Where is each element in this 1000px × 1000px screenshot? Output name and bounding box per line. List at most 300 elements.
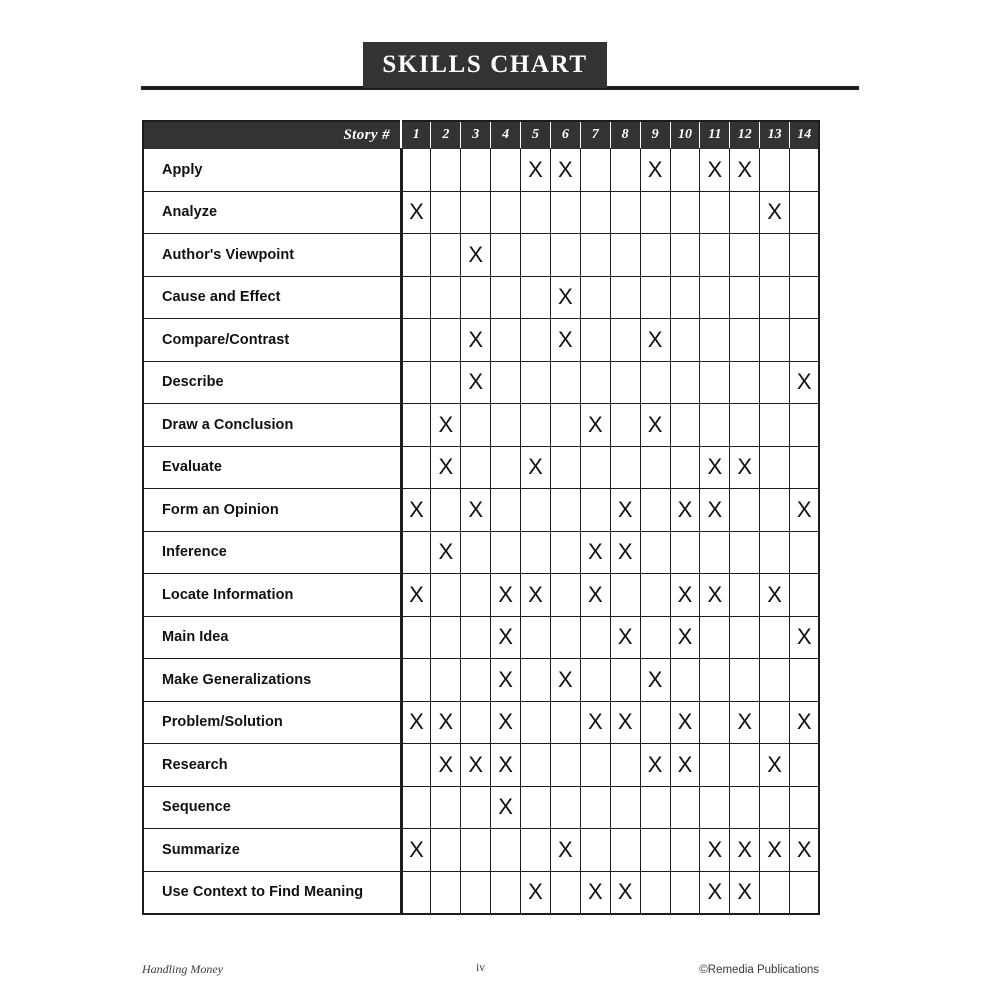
- skill-mark-empty[interactable]: [401, 786, 431, 829]
- skill-mark-checked[interactable]: X: [580, 701, 610, 744]
- skill-mark-empty[interactable]: [760, 361, 790, 404]
- skill-mark-empty[interactable]: [401, 616, 431, 659]
- skill-mark-empty[interactable]: [640, 701, 670, 744]
- skill-mark-checked[interactable]: X: [461, 319, 491, 362]
- skill-mark-empty[interactable]: [700, 191, 730, 234]
- skill-mark-checked[interactable]: X: [700, 829, 730, 872]
- skill-mark-empty[interactable]: [431, 234, 461, 277]
- skill-mark-empty[interactable]: [790, 786, 820, 829]
- skill-mark-empty[interactable]: [550, 531, 580, 574]
- skill-mark-empty[interactable]: [491, 191, 521, 234]
- story-number-header-13[interactable]: 13: [760, 121, 790, 149]
- skill-mark-empty[interactable]: [580, 276, 610, 319]
- story-number-header-10[interactable]: 10: [670, 121, 700, 149]
- story-number-header-2[interactable]: 2: [431, 121, 461, 149]
- skill-mark-empty[interactable]: [760, 701, 790, 744]
- skill-mark-checked[interactable]: X: [610, 489, 640, 532]
- skill-mark-empty[interactable]: [790, 446, 820, 489]
- skill-mark-empty[interactable]: [401, 276, 431, 319]
- skill-mark-checked[interactable]: X: [700, 149, 730, 192]
- skill-mark-checked[interactable]: X: [670, 701, 700, 744]
- skill-mark-empty[interactable]: [730, 234, 760, 277]
- skill-mark-checked[interactable]: X: [700, 871, 730, 914]
- skill-mark-empty[interactable]: [790, 191, 820, 234]
- skill-mark-empty[interactable]: [640, 361, 670, 404]
- skill-label: Evaluate: [143, 446, 401, 489]
- skill-mark-checked[interactable]: X: [431, 404, 461, 447]
- skill-mark-empty[interactable]: [790, 659, 820, 702]
- skill-mark-empty[interactable]: [491, 446, 521, 489]
- skill-mark-empty[interactable]: [760, 871, 790, 914]
- table-row: [143, 829, 819, 872]
- skill-mark-checked[interactable]: X: [760, 829, 790, 872]
- skill-mark-checked[interactable]: X: [790, 701, 820, 744]
- skill-mark-empty[interactable]: [730, 531, 760, 574]
- skill-mark-empty[interactable]: [640, 191, 670, 234]
- skill-mark-checked[interactable]: X: [431, 531, 461, 574]
- skill-mark-empty[interactable]: [760, 404, 790, 447]
- skill-mark-empty[interactable]: [580, 829, 610, 872]
- skill-mark-empty[interactable]: [431, 616, 461, 659]
- table-row: [143, 276, 819, 319]
- skill-mark-empty[interactable]: [431, 149, 461, 192]
- skill-mark-empty[interactable]: [670, 319, 700, 362]
- skill-mark-empty[interactable]: [610, 659, 640, 702]
- skill-mark-empty[interactable]: [640, 829, 670, 872]
- skill-mark-empty[interactable]: [610, 149, 640, 192]
- skill-mark-empty[interactable]: [550, 574, 580, 617]
- story-number-header-9[interactable]: 9: [640, 121, 670, 149]
- skill-mark-empty[interactable]: [610, 276, 640, 319]
- skill-mark-empty[interactable]: [700, 276, 730, 319]
- skill-mark-checked[interactable]: X: [610, 616, 640, 659]
- skill-mark-checked[interactable]: X: [401, 701, 431, 744]
- skill-mark-empty[interactable]: [461, 531, 491, 574]
- skill-mark-checked[interactable]: X: [790, 489, 820, 532]
- skill-mark-empty[interactable]: [760, 149, 790, 192]
- skill-mark-empty[interactable]: [491, 361, 521, 404]
- skill-mark-empty[interactable]: [521, 829, 551, 872]
- skill-mark-empty[interactable]: [401, 744, 431, 787]
- skill-mark-checked[interactable]: X: [401, 191, 431, 234]
- skill-mark-empty[interactable]: [521, 659, 551, 702]
- footer-book-title: Handling Money: [142, 962, 223, 976]
- skill-mark-checked[interactable]: X: [670, 616, 700, 659]
- skill-mark-checked[interactable]: X: [431, 744, 461, 787]
- skill-label: Describe: [143, 361, 401, 404]
- skill-mark-checked[interactable]: X: [640, 319, 670, 362]
- skill-mark-checked[interactable]: X: [640, 404, 670, 447]
- skill-mark-empty[interactable]: [580, 446, 610, 489]
- skill-mark-checked[interactable]: X: [730, 701, 760, 744]
- skill-mark-empty[interactable]: [760, 659, 790, 702]
- skill-mark-empty[interactable]: [730, 489, 760, 532]
- skill-mark-checked[interactable]: X: [610, 531, 640, 574]
- skill-mark-empty[interactable]: [401, 659, 431, 702]
- table-row: [143, 404, 819, 447]
- skill-mark-checked[interactable]: X: [461, 234, 491, 277]
- skill-mark-empty[interactable]: [730, 361, 760, 404]
- skill-mark-empty[interactable]: [521, 234, 551, 277]
- skill-mark-empty[interactable]: [550, 744, 580, 787]
- skill-mark-empty[interactable]: [550, 701, 580, 744]
- skill-mark-checked[interactable]: X: [431, 446, 461, 489]
- skill-mark-checked[interactable]: X: [700, 446, 730, 489]
- skill-mark-empty[interactable]: [491, 234, 521, 277]
- skill-mark-checked[interactable]: X: [461, 744, 491, 787]
- skill-mark-empty[interactable]: [491, 404, 521, 447]
- skill-mark-empty[interactable]: [580, 786, 610, 829]
- skill-mark-checked[interactable]: X: [760, 191, 790, 234]
- story-number-header-8[interactable]: 8: [610, 121, 640, 149]
- skill-mark-empty[interactable]: [610, 361, 640, 404]
- skills-chart-container: [142, 120, 819, 915]
- skill-mark-empty[interactable]: [521, 191, 551, 234]
- skill-mark-empty[interactable]: [550, 191, 580, 234]
- skill-mark-empty[interactable]: [580, 489, 610, 532]
- skill-mark-empty[interactable]: [610, 319, 640, 362]
- skill-mark-empty[interactable]: [431, 191, 461, 234]
- skill-mark-empty[interactable]: [521, 744, 551, 787]
- skill-label: Make Generalizations: [143, 659, 401, 702]
- skill-mark-empty[interactable]: [670, 234, 700, 277]
- skill-mark-empty[interactable]: [760, 616, 790, 659]
- skill-mark-empty[interactable]: [640, 786, 670, 829]
- skill-mark-checked[interactable]: X: [730, 829, 760, 872]
- skill-mark-empty[interactable]: [670, 404, 700, 447]
- skill-mark-empty[interactable]: [760, 531, 790, 574]
- skill-mark-checked[interactable]: X: [521, 149, 551, 192]
- table-header: [143, 121, 819, 149]
- skill-mark-empty[interactable]: [670, 871, 700, 914]
- skill-mark-empty[interactable]: [401, 446, 431, 489]
- title-zone: [141, 42, 859, 94]
- skill-mark-empty[interactable]: [640, 574, 670, 617]
- skill-mark-empty[interactable]: [431, 574, 461, 617]
- skill-mark-checked[interactable]: X: [521, 871, 551, 914]
- story-number-header-7[interactable]: 7: [580, 121, 610, 149]
- skill-mark-checked[interactable]: X: [550, 829, 580, 872]
- skill-mark-empty[interactable]: [640, 276, 670, 319]
- skill-mark-empty[interactable]: [760, 489, 790, 532]
- skill-mark-empty[interactable]: [790, 276, 820, 319]
- story-number-header-label: Story #: [143, 121, 401, 149]
- skill-label: Apply: [143, 149, 401, 192]
- skill-mark-empty[interactable]: [790, 319, 820, 362]
- skill-mark-empty[interactable]: [461, 829, 491, 872]
- skill-mark-checked[interactable]: X: [491, 616, 521, 659]
- table-row: [143, 149, 819, 192]
- skill-mark-empty[interactable]: [401, 871, 431, 914]
- skill-mark-checked[interactable]: X: [730, 149, 760, 192]
- skill-mark-empty[interactable]: [700, 319, 730, 362]
- skill-mark-empty[interactable]: [760, 446, 790, 489]
- skill-mark-empty[interactable]: [670, 786, 700, 829]
- skill-mark-empty[interactable]: [521, 276, 551, 319]
- skill-mark-checked[interactable]: X: [401, 574, 431, 617]
- skill-mark-empty[interactable]: [401, 149, 431, 192]
- skill-mark-empty[interactable]: [670, 446, 700, 489]
- skill-mark-empty[interactable]: [521, 404, 551, 447]
- skill-mark-empty[interactable]: [790, 574, 820, 617]
- skill-mark-empty[interactable]: [431, 276, 461, 319]
- skill-mark-empty[interactable]: [521, 361, 551, 404]
- skill-mark-checked[interactable]: X: [790, 616, 820, 659]
- skill-mark-empty[interactable]: [700, 404, 730, 447]
- skill-mark-empty[interactable]: [550, 234, 580, 277]
- skill-mark-empty[interactable]: [431, 659, 461, 702]
- skill-mark-empty[interactable]: [760, 319, 790, 362]
- skill-mark-empty[interactable]: [431, 489, 461, 532]
- skill-mark-empty[interactable]: [431, 871, 461, 914]
- skill-mark-checked[interactable]: X: [640, 659, 670, 702]
- skill-mark-empty[interactable]: [580, 319, 610, 362]
- skill-mark-empty[interactable]: [521, 489, 551, 532]
- skill-mark-empty[interactable]: [461, 701, 491, 744]
- skill-mark-empty[interactable]: [730, 276, 760, 319]
- skill-label: Draw a Conclusion: [143, 404, 401, 447]
- skill-mark-empty[interactable]: [461, 191, 491, 234]
- skill-mark-checked[interactable]: X: [461, 361, 491, 404]
- table-row: [143, 744, 819, 787]
- skill-mark-empty[interactable]: [461, 871, 491, 914]
- skill-mark-empty[interactable]: [580, 149, 610, 192]
- skill-mark-empty[interactable]: [730, 574, 760, 617]
- skill-mark-empty[interactable]: [790, 149, 820, 192]
- skill-mark-empty[interactable]: [730, 659, 760, 702]
- skill-mark-empty[interactable]: [610, 446, 640, 489]
- story-number-header-11[interactable]: 11: [700, 121, 730, 149]
- skill-mark-checked[interactable]: X: [580, 574, 610, 617]
- skill-mark-checked[interactable]: X: [491, 744, 521, 787]
- skill-mark-empty[interactable]: [610, 404, 640, 447]
- table-body: [143, 149, 819, 915]
- table-row: [143, 319, 819, 362]
- skill-mark-empty[interactable]: [790, 234, 820, 277]
- skill-mark-empty[interactable]: [700, 531, 730, 574]
- skill-mark-empty[interactable]: [790, 404, 820, 447]
- skill-mark-empty[interactable]: [401, 531, 431, 574]
- skill-mark-empty[interactable]: [730, 404, 760, 447]
- skill-mark-checked[interactable]: X: [730, 446, 760, 489]
- skill-mark-checked[interactable]: X: [670, 489, 700, 532]
- skill-mark-empty[interactable]: [670, 531, 700, 574]
- footer-copyright: ©Remedia Publications: [699, 964, 819, 976]
- skill-mark-checked[interactable]: X: [491, 574, 521, 617]
- skill-mark-empty[interactable]: [491, 829, 521, 872]
- skill-label: Research: [143, 744, 401, 787]
- skill-mark-checked[interactable]: X: [550, 149, 580, 192]
- skill-mark-empty[interactable]: [461, 404, 491, 447]
- skill-mark-empty[interactable]: [640, 616, 670, 659]
- story-number-header-6[interactable]: 6: [550, 121, 580, 149]
- story-number-header-1[interactable]: 1: [401, 121, 431, 149]
- skill-mark-empty[interactable]: [550, 786, 580, 829]
- skill-mark-empty[interactable]: [461, 149, 491, 192]
- skill-mark-empty[interactable]: [640, 531, 670, 574]
- skill-mark-empty[interactable]: [401, 361, 431, 404]
- skill-mark-empty[interactable]: [550, 361, 580, 404]
- skill-mark-empty[interactable]: [670, 149, 700, 192]
- skill-mark-empty[interactable]: [550, 404, 580, 447]
- skill-mark-empty[interactable]: [431, 829, 461, 872]
- skill-mark-empty[interactable]: [670, 361, 700, 404]
- skill-mark-empty[interactable]: [640, 871, 670, 914]
- skill-mark-empty[interactable]: [550, 489, 580, 532]
- table-row: [143, 234, 819, 277]
- skill-mark-empty[interactable]: [700, 234, 730, 277]
- story-number-header-4[interactable]: 4: [491, 121, 521, 149]
- skill-mark-empty[interactable]: [610, 829, 640, 872]
- skill-mark-empty[interactable]: [580, 361, 610, 404]
- skill-mark-empty[interactable]: [700, 616, 730, 659]
- skill-mark-empty[interactable]: [730, 319, 760, 362]
- table-row: [143, 574, 819, 617]
- skill-mark-empty[interactable]: [610, 574, 640, 617]
- skill-label: Inference: [143, 531, 401, 574]
- table-row: [143, 659, 819, 702]
- skill-mark-empty[interactable]: [580, 744, 610, 787]
- skill-mark-empty[interactable]: [580, 191, 610, 234]
- story-number-header-5[interactable]: 5: [521, 121, 551, 149]
- skill-mark-empty[interactable]: [730, 191, 760, 234]
- skill-mark-empty[interactable]: [700, 361, 730, 404]
- skill-mark-empty[interactable]: [760, 234, 790, 277]
- skill-mark-checked[interactable]: X: [580, 871, 610, 914]
- skill-mark-empty[interactable]: [670, 829, 700, 872]
- skill-label: Compare/Contrast: [143, 319, 401, 362]
- skill-mark-empty[interactable]: [580, 616, 610, 659]
- skill-mark-checked[interactable]: X: [760, 744, 790, 787]
- skill-mark-empty[interactable]: [550, 446, 580, 489]
- table-row: [143, 786, 819, 829]
- table-row: [143, 871, 819, 914]
- skill-mark-empty[interactable]: [610, 744, 640, 787]
- skill-mark-checked[interactable]: X: [580, 404, 610, 447]
- skill-mark-empty[interactable]: [491, 149, 521, 192]
- skill-mark-empty[interactable]: [461, 786, 491, 829]
- skill-mark-checked[interactable]: X: [550, 659, 580, 702]
- table-row: [143, 531, 819, 574]
- skill-mark-empty[interactable]: [550, 616, 580, 659]
- skill-mark-checked[interactable]: X: [550, 276, 580, 319]
- skill-mark-empty[interactable]: [730, 616, 760, 659]
- skill-mark-checked[interactable]: X: [580, 531, 610, 574]
- skill-label: Locate Information: [143, 574, 401, 617]
- skill-mark-empty[interactable]: [700, 786, 730, 829]
- skill-mark-empty[interactable]: [401, 319, 431, 362]
- skill-mark-checked[interactable]: X: [491, 659, 521, 702]
- story-number-header-14[interactable]: 14: [790, 121, 820, 149]
- skill-label: Author's Viewpoint: [143, 234, 401, 277]
- skill-mark-empty[interactable]: [550, 871, 580, 914]
- skill-mark-checked[interactable]: X: [640, 744, 670, 787]
- skill-mark-empty[interactable]: [461, 616, 491, 659]
- skill-mark-empty[interactable]: [491, 489, 521, 532]
- skill-mark-checked[interactable]: X: [670, 574, 700, 617]
- skill-mark-checked[interactable]: X: [491, 786, 521, 829]
- skill-mark-empty[interactable]: [700, 701, 730, 744]
- skill-mark-empty[interactable]: [521, 616, 551, 659]
- skill-mark-checked[interactable]: X: [521, 446, 551, 489]
- skill-mark-empty[interactable]: [640, 489, 670, 532]
- skill-mark-checked[interactable]: X: [610, 871, 640, 914]
- skill-mark-checked[interactable]: X: [521, 574, 551, 617]
- skill-mark-checked[interactable]: X: [610, 701, 640, 744]
- skill-mark-empty[interactable]: [790, 871, 820, 914]
- skill-mark-empty[interactable]: [580, 659, 610, 702]
- skill-mark-empty[interactable]: [790, 531, 820, 574]
- skill-mark-empty[interactable]: [491, 531, 521, 574]
- skill-mark-empty[interactable]: [700, 659, 730, 702]
- skill-mark-checked[interactable]: X: [700, 489, 730, 532]
- skill-mark-empty[interactable]: [580, 234, 610, 277]
- skill-mark-empty[interactable]: [521, 531, 551, 574]
- skill-mark-empty[interactable]: [431, 786, 461, 829]
- skill-mark-empty[interactable]: [640, 234, 670, 277]
- table-row: [143, 191, 819, 234]
- skill-mark-empty[interactable]: [790, 744, 820, 787]
- skill-mark-checked[interactable]: X: [730, 871, 760, 914]
- skill-mark-empty[interactable]: [401, 404, 431, 447]
- skill-mark-empty[interactable]: [461, 276, 491, 319]
- skill-mark-empty[interactable]: [401, 234, 431, 277]
- footer-page-number: iv: [476, 962, 485, 974]
- skill-mark-empty[interactable]: [521, 786, 551, 829]
- skill-mark-empty[interactable]: [491, 276, 521, 319]
- skill-mark-empty[interactable]: [610, 191, 640, 234]
- story-number-header-12[interactable]: 12: [730, 121, 760, 149]
- skill-mark-empty[interactable]: [670, 191, 700, 234]
- skill-mark-empty[interactable]: [491, 871, 521, 914]
- skill-mark-checked[interactable]: X: [640, 149, 670, 192]
- skill-mark-checked[interactable]: X: [461, 489, 491, 532]
- skill-mark-empty[interactable]: [700, 744, 730, 787]
- skill-mark-empty[interactable]: [730, 744, 760, 787]
- skill-mark-empty[interactable]: [521, 701, 551, 744]
- skill-mark-checked[interactable]: X: [760, 574, 790, 617]
- skill-mark-empty[interactable]: [461, 574, 491, 617]
- skill-mark-empty[interactable]: [491, 319, 521, 362]
- skill-mark-checked[interactable]: X: [550, 319, 580, 362]
- skill-mark-empty[interactable]: [610, 786, 640, 829]
- skill-mark-empty[interactable]: [640, 446, 670, 489]
- skill-mark-checked[interactable]: X: [431, 701, 461, 744]
- skill-mark-empty[interactable]: [670, 659, 700, 702]
- skill-mark-empty[interactable]: [760, 276, 790, 319]
- skill-mark-checked[interactable]: X: [491, 701, 521, 744]
- skill-mark-checked[interactable]: X: [790, 829, 820, 872]
- skill-mark-empty[interactable]: [431, 319, 461, 362]
- skill-mark-empty[interactable]: [610, 234, 640, 277]
- skill-mark-checked[interactable]: X: [401, 489, 431, 532]
- table-row: [143, 701, 819, 744]
- skill-mark-checked[interactable]: X: [670, 744, 700, 787]
- skill-mark-empty[interactable]: [431, 361, 461, 404]
- skill-mark-empty[interactable]: [521, 319, 551, 362]
- skill-mark-checked[interactable]: X: [790, 361, 820, 404]
- skill-mark-checked[interactable]: X: [401, 829, 431, 872]
- page-footer: [142, 962, 819, 977]
- skill-label: Main Idea: [143, 616, 401, 659]
- story-number-header-3[interactable]: 3: [461, 121, 491, 149]
- skill-mark-empty[interactable]: [760, 786, 790, 829]
- skill-mark-empty[interactable]: [461, 659, 491, 702]
- skill-mark-checked[interactable]: X: [700, 574, 730, 617]
- skill-mark-empty[interactable]: [461, 446, 491, 489]
- skill-mark-empty[interactable]: [730, 786, 760, 829]
- skill-mark-empty[interactable]: [670, 276, 700, 319]
